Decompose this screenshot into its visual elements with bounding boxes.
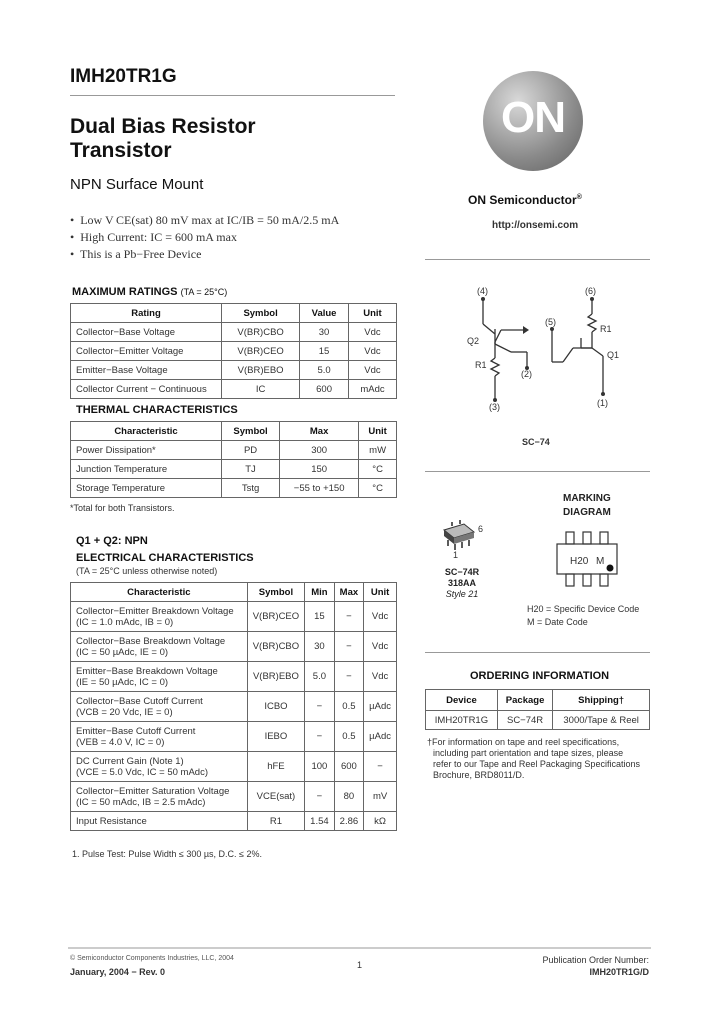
table-cell: Characteristic: [71, 422, 222, 441]
table-cell: IEBO: [247, 722, 304, 752]
table-cell: mV: [364, 782, 397, 812]
table-cell: Device: [426, 690, 498, 711]
table-cell: Collector Current − Continuous: [71, 380, 222, 399]
table-cell: −: [305, 782, 335, 812]
pin1-dot: [607, 565, 614, 572]
table-cell: Vdc: [348, 361, 396, 380]
feature-list: [70, 212, 339, 263]
table-cell: VCE(sat): [247, 782, 304, 812]
table-cell: ICBO: [247, 692, 304, 722]
table-cell: Junction Temperature: [71, 460, 222, 479]
table-header-row: [71, 583, 397, 602]
table-cell: Rating: [71, 304, 222, 323]
table-row: [71, 441, 397, 460]
table-cell: −: [334, 662, 364, 692]
table-row: [71, 342, 397, 361]
table-cell: °C: [359, 479, 397, 498]
group-label: Q1 + Q2: NPN: [76, 535, 148, 547]
table-cell: Max: [280, 422, 359, 441]
pub-number: IMH20TR1G/D: [589, 967, 649, 977]
table-cell: −: [334, 632, 364, 662]
table-cell: 2.86: [334, 812, 364, 831]
component-label: R1: [475, 360, 487, 370]
package-icon: [440, 520, 480, 552]
table-cell: Tstg: [222, 479, 280, 498]
table-cell: Vdc: [348, 323, 396, 342]
table-cell: Characteristic: [71, 583, 248, 602]
table-row: [71, 479, 397, 498]
table-cell: Power Dissipation*: [71, 441, 222, 460]
table-row: [71, 361, 397, 380]
table-cell: 15: [305, 602, 335, 632]
component-label: Q1: [607, 350, 620, 360]
table-cell: 3000/Tape & Reel: [553, 711, 650, 730]
table-cell: Unit: [359, 422, 397, 441]
schematic-package: SC−74: [522, 437, 550, 447]
feature-item: • High Current: IC = 600 mA max: [70, 230, 237, 244]
table-cell: 1.54: [305, 812, 335, 831]
table-cell: 100: [305, 752, 335, 782]
electrical-table: [70, 582, 397, 831]
copyright: © Semiconductor Components Industries, LLC, 2004: [70, 955, 234, 962]
table-cell: hFE: [247, 752, 304, 782]
table-cell: Emitter−Base Voltage: [71, 361, 222, 380]
table-cell: Vdc: [348, 342, 396, 361]
table-cell: IMH20TR1G: [426, 711, 498, 730]
table-header-row: [71, 422, 397, 441]
table-cell: °C: [359, 460, 397, 479]
table-row: [71, 722, 397, 752]
pin-label: (5): [545, 317, 556, 327]
table-row: [71, 323, 397, 342]
table-cell: TJ: [222, 460, 280, 479]
table-cell: µAdc: [364, 692, 397, 722]
table-cell: 0.5: [334, 722, 364, 752]
table-cell: Symbol: [222, 304, 300, 323]
component-label: Q2: [467, 336, 480, 346]
ordering-title: ORDERING INFORMATION: [470, 670, 610, 682]
table-cell: Storage Temperature: [71, 479, 222, 498]
max-ratings-table: [70, 303, 397, 399]
table-cell: 5.0: [300, 361, 349, 380]
table-cell: IC: [222, 380, 300, 399]
company-url[interactable]: http://onsemi.com: [492, 220, 579, 231]
table-cell: Vdc: [364, 632, 397, 662]
pin-label: (3): [489, 402, 500, 412]
table-cell: R1: [247, 812, 304, 831]
table-cell: Input Resistance: [71, 812, 248, 831]
table-cell: Collector−Emitter Breakdown Voltage: [76, 605, 234, 617]
max-ratings-title: MAXIMUM RATINGS (TA = 25°C): [72, 286, 228, 298]
table-cell: V(BR)CEO: [222, 342, 300, 361]
table-row: [71, 380, 397, 399]
feature-item: • Low V CE(sat) 80 mV max at IC/IB = 50 mA/2.5 mA: [70, 213, 340, 227]
marking-title: MARKING DIAGRAM: [563, 493, 611, 518]
table-cell: Emitter−Base Breakdown Voltage: [76, 665, 218, 677]
table-cell: Shipping†: [553, 690, 650, 711]
table-cell: −: [305, 692, 335, 722]
table-cell: 30: [305, 632, 335, 662]
table-cell: Symbol: [247, 583, 304, 602]
table-cell: Collector−Emitter Saturation Voltage: [76, 785, 230, 797]
table-cell: V(BR)EBO: [247, 662, 304, 692]
table-cell: 80: [334, 782, 364, 812]
table-cell: V(BR)CBO: [247, 632, 304, 662]
table-cell: −: [364, 752, 397, 782]
table-header-row: [426, 690, 650, 711]
table-cell: Unit: [348, 304, 396, 323]
subtitle: NPN Surface Mount: [70, 176, 204, 193]
feature-item: • This is a Pb−Free Device: [70, 247, 202, 261]
table-cell: 300: [280, 441, 359, 460]
company-name: ON Semiconductor®: [468, 193, 582, 207]
table-cell: DC Current Gain (Note 1): [76, 755, 184, 767]
table-row: [71, 692, 397, 722]
table-cell: (IC = 1.0 mAdc, IB = 0): [76, 616, 174, 628]
table-cell: 15: [300, 342, 349, 361]
table-cell: µAdc: [364, 722, 397, 752]
table-cell: mAdc: [348, 380, 396, 399]
page-number: 1: [357, 960, 363, 970]
table-cell: kΩ: [364, 812, 397, 831]
table-cell: −: [305, 722, 335, 752]
table-cell: 150: [280, 460, 359, 479]
table-cell: Symbol: [222, 422, 280, 441]
table-cell: Vdc: [364, 602, 397, 632]
table-cell: (VCB = 20 Vdc, IE = 0): [76, 706, 173, 718]
marking-code: H20: [570, 556, 589, 567]
table-cell: −: [334, 602, 364, 632]
on-logo-icon: ON: [483, 71, 583, 171]
page-title: [70, 115, 256, 163]
ordering-note: †For information on tape and reel specifications, including part orientation and tape sizes, please refer to our Tape and Reel Packaging Specifications Brochure, BRD8011/D.: [427, 737, 640, 780]
table-cell: (IC = 50 µAdc, IE = 0): [76, 646, 169, 658]
table-cell: mW: [359, 441, 397, 460]
thermal-footnote: *Total for both Transistors.: [70, 503, 175, 513]
table-row: [71, 460, 397, 479]
table-cell: Max: [334, 583, 364, 602]
ordering-table: [425, 689, 650, 730]
table-cell: 5.0: [305, 662, 335, 692]
table-cell: Emitter−Base Cutoff Current: [76, 725, 196, 737]
table-cell: Collector−Emitter Voltage: [71, 342, 222, 361]
pin1-label: 1: [453, 550, 459, 560]
table-cell: Collector−Base Cutoff Current: [76, 695, 203, 707]
electrical-title: ELECTRICAL CHARACTERISTICS: [76, 552, 254, 564]
component-label: R1: [600, 324, 612, 334]
table-cell: Package: [497, 690, 552, 711]
table-header-row: [71, 304, 397, 323]
pin6-label: 6: [478, 524, 484, 534]
table-cell: Vdc: [364, 662, 397, 692]
table-row: [71, 632, 397, 662]
table-cell: 600: [300, 380, 349, 399]
electrical-cond: (TA = 25°C unless otherwise noted): [76, 566, 218, 576]
table-cell: SC−74R: [497, 711, 552, 730]
table-cell: (VCE = 5.0 Vdc, IC = 50 mAdc): [76, 766, 208, 778]
table-cell: V(BR)CEO: [247, 602, 304, 632]
pin-label: (1): [597, 398, 608, 408]
table-cell: 30: [300, 323, 349, 342]
table-cell: Value: [300, 304, 349, 323]
table-row: [71, 602, 397, 632]
pin-label: (6): [585, 286, 596, 296]
part-number: IMH20TR1G: [70, 66, 177, 87]
table-cell: Collector−Base Breakdown Voltage: [76, 635, 226, 647]
circuit-schematic: [455, 282, 645, 417]
table-cell: V(BR)EBO: [222, 361, 300, 380]
pulse-note: 1. Pulse Test: Pulse Width ≤ 300 µs, D.C. ≤ 2%.: [72, 849, 262, 859]
table-row: [71, 662, 397, 692]
table-row: [71, 752, 397, 782]
marking-diagram: [540, 526, 630, 598]
thermal-table: [70, 421, 397, 498]
table-row: [426, 711, 650, 730]
table-cell: 600: [334, 752, 364, 782]
title-line-2: Transistor: [70, 139, 172, 162]
title-line-1: Dual Bias Resistor: [70, 115, 256, 138]
table-cell: 0.5: [334, 692, 364, 722]
table-cell: PD: [222, 441, 280, 460]
table-row: [71, 812, 397, 831]
marking-legend: H20 = Specific Device Code M = Date Code: [527, 604, 640, 627]
thermal-title: THERMAL CHARACTERISTICS: [76, 404, 238, 416]
pub-label: Publication Order Number:: [542, 955, 649, 965]
marking-m: M: [596, 556, 605, 567]
revision-date: January, 2004 − Rev. 0: [70, 967, 165, 977]
pin-label: (2): [521, 369, 532, 379]
package-info: SC−74R 318AA Style 21: [444, 567, 480, 599]
table-cell: Unit: [364, 583, 397, 602]
table-cell: −55 to +150: [280, 479, 359, 498]
table-cell: (VEB = 4.0 V, IC = 0): [76, 736, 165, 748]
table-cell: (IE = 50 µAdc, IC = 0): [76, 676, 169, 688]
table-cell: Collector−Base Voltage: [71, 323, 222, 342]
pin-label: (4): [477, 286, 488, 296]
table-row: [71, 782, 397, 812]
table-cell: V(BR)CBO: [222, 323, 300, 342]
table-cell: Min: [305, 583, 335, 602]
table-cell: (IC = 50 mAdc, IB = 2.5 mAdc): [76, 796, 206, 808]
